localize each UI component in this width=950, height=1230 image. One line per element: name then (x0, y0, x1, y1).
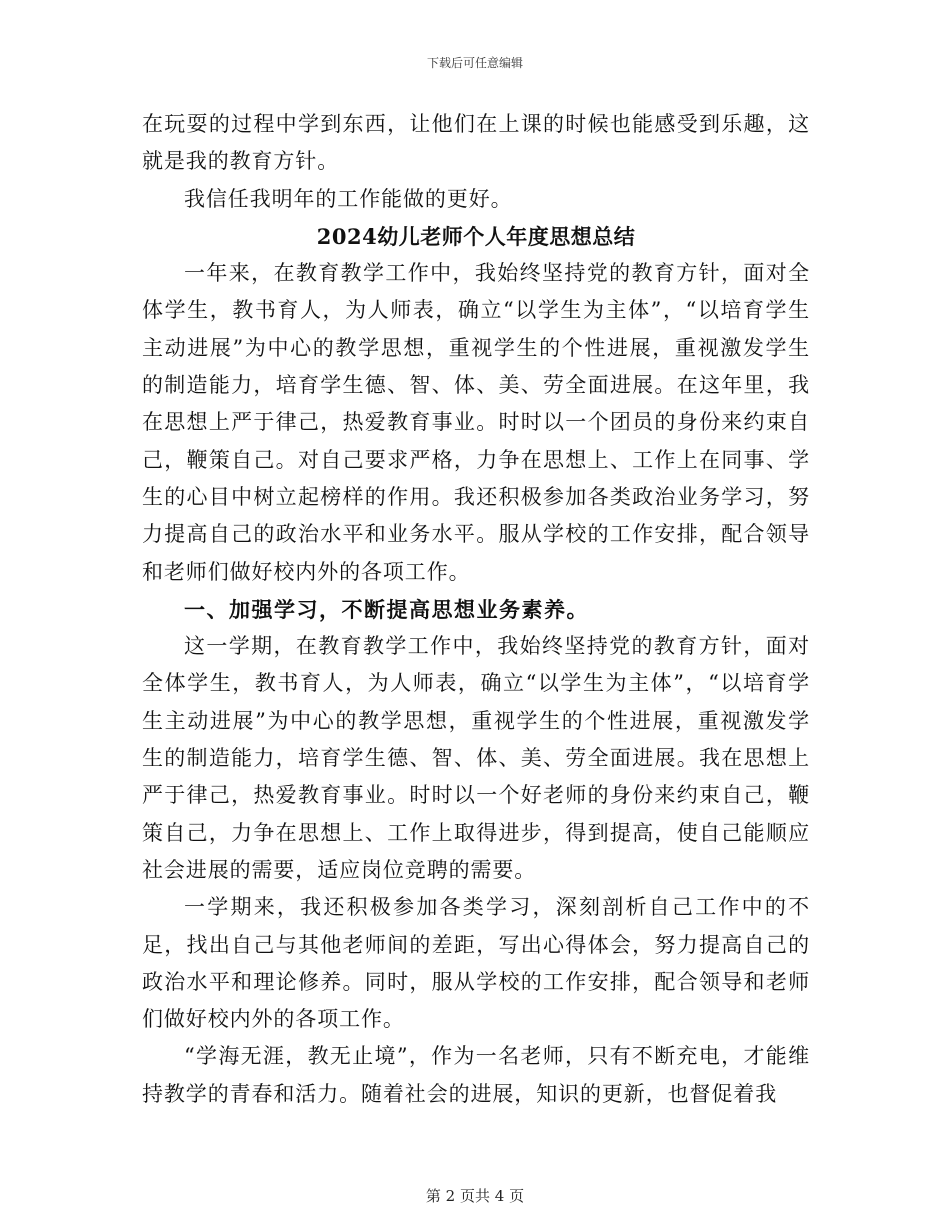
document-title: 2024幼儿老师个人年度思想总结 (316, 223, 636, 249)
page-number: 第 2 页共 4 页 (425, 1187, 525, 1205)
page-header: 下载后可任意编辑 (426, 56, 523, 70)
section-heading: 一、加强学习，不断提高思想业务素养。 (184, 596, 589, 622)
paragraph-section-1: 这一学期，在教育教学工作中，我始终坚持党的教育方针，面对全体学生，教书育人，为人师表，确立“以学生为主体”，“以培育学生主动进展”为中心的教学思想，重视学生的个性进展，重视激发学生的制造能力，培育学生德、智、体、美、劳全面进展。我在思想上严于律己，热爱教育事业。时时以一个好老师的身份来约束自己，鞭策自己，力争在思想上、工作上取得进步，得到提高，使自己能顺应社会进展的需要，适应岗位竞聘的需要。 (142, 634, 810, 882)
paragraph-opening: 一年来，在教育教学工作中，我始终坚持党的教育方针，面对全体学生，教书育人，为人师表，确立“以学生为主体”，“以培育学生主动进展”为中心的教学思想，重视学生的个性进展，重视激发学生的制造能力，培育学生德、智、体、美、劳全面进展。在这年里，我在思想上严于律己，热爱教育事业。时时以一个团员的身份来约束自己，鞭策自己。对自己要求严格，力争在思想上、工作上在同事、学生的心目中树立起榜样的作用。我还积极参加各类政治业务学习，努力提高自己的政治水平和业务水平。服从学校的工作安排，配合领导和老师们做好校内外的各项工作。 (142, 261, 810, 584)
paragraph-closing-statement: 我信任我明年的工作能做的更好。 (184, 186, 513, 211)
document-body (142, 106, 810, 1113)
paragraph-section-2: 一学期来，我还积极参加各类学习，深刻剖析自己工作中的不足，找出自己与其他老师间的差距，写出心得体会，努力提高自己的政治水平和理论修养。同时，服从学校的工作安排，配合领导和老师们做好校内外的各项工作。 (142, 895, 810, 1032)
paragraph-section-3: “学海无涯，教无止境”，作为一名老师，只有不断充电，才能维持教学的青春和活力。随着社会的进展，知识的更新，也督促着我 (142, 1044, 810, 1106)
paragraph-continued: 在玩耍的过程中学到东西，让他们在上课的时候也能感受到乐趣，这就是我的教育方针。 (142, 112, 810, 174)
